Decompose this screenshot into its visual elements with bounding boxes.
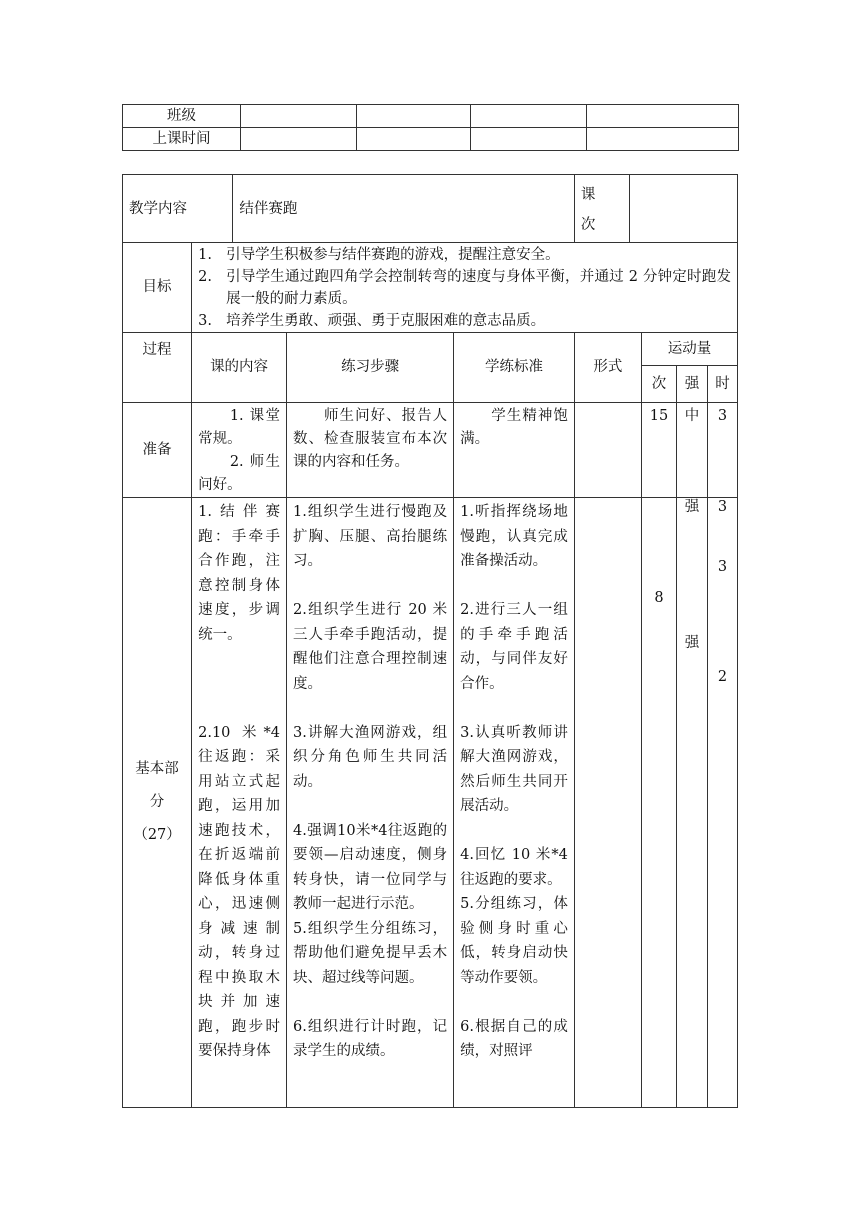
prep-times: 15 bbox=[641, 403, 676, 498]
process-header: 过程 bbox=[123, 333, 192, 403]
goal-text: 培养学生勇敢、顽强、勇于克服困难的意志品质。 bbox=[226, 312, 546, 329]
prep-duration: 3 bbox=[707, 403, 737, 498]
time-cell-4[interactable] bbox=[587, 128, 739, 151]
prep-label: 准备 bbox=[123, 403, 192, 498]
goal-content bbox=[192, 243, 738, 333]
time-row bbox=[123, 128, 739, 151]
goal-label: 目标 bbox=[123, 243, 192, 333]
lesson-label-2: 次 bbox=[580, 216, 596, 233]
lesson-number-label bbox=[574, 175, 629, 243]
intensity-header: 强 bbox=[677, 366, 708, 403]
form-header: 形式 bbox=[574, 333, 641, 403]
basic-intensity-1: 强 bbox=[684, 499, 700, 515]
goal-list bbox=[192, 244, 737, 332]
goal-num: 3. bbox=[198, 312, 212, 329]
class-cell-4[interactable] bbox=[587, 105, 739, 128]
prep-intensity: 中 bbox=[677, 403, 708, 498]
exercise-load-header: 运动量 bbox=[641, 333, 737, 366]
basic-duration-3: 2 bbox=[717, 669, 728, 685]
prep-row bbox=[123, 403, 738, 498]
goal-row bbox=[123, 243, 738, 333]
lesson-label-1: 课 bbox=[580, 186, 596, 203]
goal-item bbox=[192, 244, 731, 266]
class-time-label: 上课时间 bbox=[123, 128, 241, 151]
prep-content: 1. 课堂常规。 2. 师生问好。 bbox=[192, 403, 287, 498]
basic-duration bbox=[707, 498, 737, 1108]
class-cell-3[interactable] bbox=[471, 105, 587, 128]
goal-item bbox=[192, 310, 731, 332]
time-cell-2[interactable] bbox=[357, 128, 471, 151]
basic-label-line-1: 基本部 bbox=[135, 761, 179, 777]
goal-text: 引导学生通过跑四角学会控制转弯的速度与身体平衡，并通过 2 分钟定时跑发展一般的耐力素质。 bbox=[226, 268, 731, 307]
basic-row bbox=[123, 498, 738, 1108]
goal-item bbox=[192, 266, 731, 310]
prep-standard: 学生精神饱满。 bbox=[454, 403, 575, 498]
basic-content: 1.结伴赛跑：手牵手合作跑，注意控制身体速度，步调统一。 2.10 米*4 往返跑：采用站立式起跑，运用加速跑技术，在折返端前降低身体重心，迅速侧身减速制动，转身过程中换取木块并加速跑，跑步时要保持身体 bbox=[192, 498, 287, 1108]
basic-steps: 1.组织学生进行慢跑及扩胸、压腿、高抬腿练习。 2.组织学生进行 20 米三人手牵手跑活动，提醒他们注意合理控制速度。 3.讲解大渔网游戏，组织分角色师生共同活动。 4.强调10米*4往返跑的要领—启动速度，侧身转身快，请一位同学与教师一起进行示范。 5.组织学生分组练习，帮助他们避免提早丢木块、超过线等问题。 6.组织进行计时跑，记录学生的成绩。 bbox=[287, 498, 454, 1108]
class-cell-2[interactable] bbox=[357, 105, 471, 128]
goal-text: 引导学生积极参与结伴赛跑的游戏，提醒注意安全。 bbox=[226, 246, 560, 263]
basic-intensity-2: 强 bbox=[684, 635, 700, 651]
basic-form bbox=[574, 498, 641, 1108]
class-row bbox=[123, 105, 739, 128]
content-label: 教学内容 bbox=[123, 175, 233, 243]
learning-standard-header: 学练标准 bbox=[454, 333, 575, 403]
class-cell-1[interactable] bbox=[241, 105, 357, 128]
duration-header: 时 bbox=[707, 366, 737, 403]
header-row-1 bbox=[123, 333, 738, 366]
content-value: 结伴赛跑 bbox=[233, 175, 575, 243]
prep-steps: 师生问好、报告人数、检查服装宣布本次课的内容和任务。 bbox=[287, 403, 454, 498]
class-info-table bbox=[122, 104, 739, 151]
basic-duration-1: 3 bbox=[717, 499, 728, 515]
content-row bbox=[123, 175, 738, 243]
class-label: 班级 bbox=[123, 105, 241, 128]
basic-label-line-2: 分 bbox=[149, 794, 165, 810]
basic-label bbox=[123, 498, 192, 1108]
time-cell-1[interactable] bbox=[241, 128, 357, 151]
prep-form bbox=[574, 403, 641, 498]
lesson-number-value[interactable] bbox=[629, 175, 737, 243]
basic-intensity bbox=[677, 498, 708, 1108]
time-cell-3[interactable] bbox=[471, 128, 587, 151]
basic-label-line-3: （27） bbox=[133, 827, 181, 843]
lesson-plan-table bbox=[122, 174, 738, 1108]
basic-standard: 1.听指挥绕场地慢跑，认真完成准备操活动。 2.进行三人一组的手牵手跑活动，与同伴友好合作。 3.认真听教师讲解大渔网游戏，然后师生共同开展活动。 4.回忆 10 米*4 往返跑的要求。 5.分组练习，体验侧身时重心低，转身启动快等动作要领。 6.根据自己的成绩，对照评 bbox=[454, 498, 575, 1108]
goal-num: 1. bbox=[198, 246, 212, 263]
goal-num: 2. bbox=[198, 268, 212, 285]
times-header: 次 bbox=[641, 366, 676, 403]
practice-steps-header: 练习步骤 bbox=[287, 333, 454, 403]
basic-times: 8 bbox=[641, 498, 676, 1108]
basic-duration-2: 3 bbox=[717, 559, 728, 575]
lesson-content-header: 课的内容 bbox=[192, 333, 287, 403]
